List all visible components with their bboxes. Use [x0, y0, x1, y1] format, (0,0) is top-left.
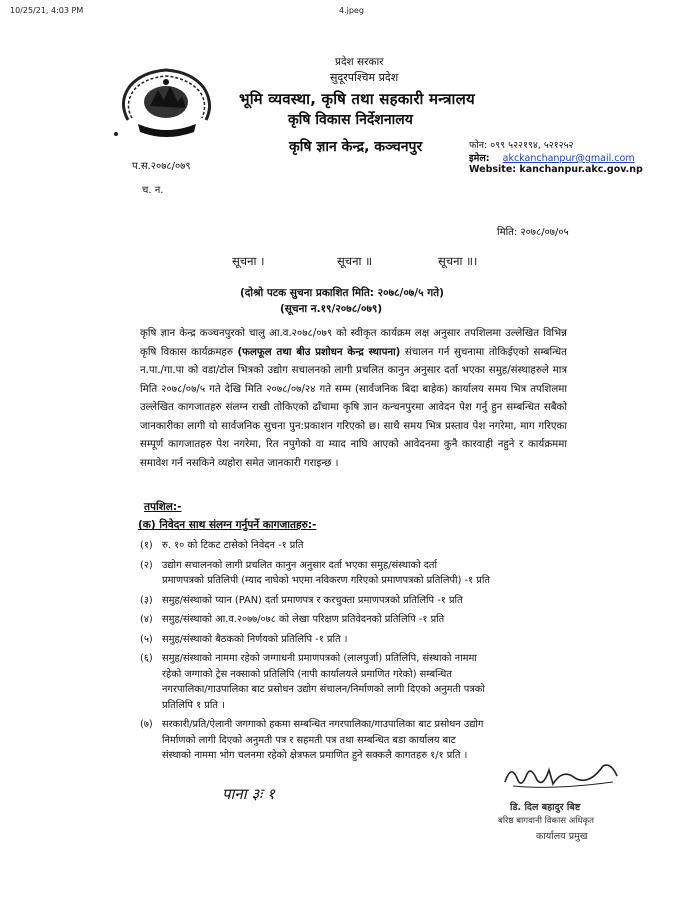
phone-label: फोन: [469, 140, 488, 151]
notice-body [140, 325, 567, 473]
body-program-name: (फलफूल तथा बीउ प्रशोधन केन्द्र स्थापना) [237, 346, 401, 358]
issue-date: मिति: २०७८/०७/०५ [497, 227, 569, 238]
list-item: (१) रु. १० को टिकट टासेको निवेदन -१ प्रति [140, 540, 304, 551]
list-item: (५) समुह/संस्थाको बैठकको निर्णयको प्रतिलिपि -१ प्रति । [140, 633, 348, 645]
republish-subtitle: (दोश्रो पटक सुचना प्रकाशित मिति: २०७८/०७/५ गते) [240, 287, 444, 299]
email-link[interactable]: akckanchanpur@gmail.com [502, 153, 635, 164]
signatory-role: कार्यालय प्रमुख [536, 831, 588, 842]
website-text: Website: kanchanpur.akc.gov.np [469, 164, 643, 175]
print-filename: 4.jpeg [339, 6, 364, 15]
email-label: इमेल: [469, 153, 490, 164]
documents-heading: (क) निवेदन साथ संलग्न गर्नुपर्ने कागजातहरु:- [138, 519, 317, 531]
ministry-name: भूमि व्यवस्था, कृषि तथा सहकारी मन्त्रालय [239, 90, 475, 108]
notice-number-subtitle: (सूचना न.१९/२०७८/०७९) [280, 303, 383, 315]
directorate-name: कृषि विकास निर्देशनालय [288, 112, 413, 128]
nepal-emblem-icon [108, 62, 226, 142]
dispatch-number: च. न. [142, 185, 164, 196]
list-item: (६) समुह/संस्थाको नाममा रहेको जग्गाधनी प्रमाणपत्रको (लालपुर्जा) प्रतिलिपि, संस्थाको नाममा रहेको जग्गाको ट्रेस नक्साको प्रतिलिपि (नापी कार्यालयले प्रमाणित गरेको) सम्बन्धित नगरपालिका/गाउपालिका बाट प्रसोधन उद्योग संचालन/निर्माणको लागी दिएको अनुमती पत्रको प्रतिलिपि १ प्रति । [140, 653, 485, 711]
notice-label-2: सूचना ॥ [337, 254, 372, 268]
handwritten-page-number: पाना ३ः १ [222, 785, 275, 803]
province-line: सुदूरपश्चिम प्रदेश [330, 71, 399, 84]
documents-list [140, 538, 600, 764]
list-item: (३) समुह/संस्थाको प्यान (PAN) दर्ता प्रमाणपत्र र करचुक्ता प्रमाणपत्रको प्रतिलिपि -१ प्रति [140, 594, 463, 606]
print-datetime: 10/25/21, 4:03 PM [10, 6, 84, 15]
ref-number: प.स.२०७८/०७९ [132, 161, 191, 172]
list-item: (४) समुह/संस्थाको आ.व.२०७७/०७८ को लेखा परिक्षण प्रतिवेदनको प्रतिलिपि -१ प्रति [140, 614, 445, 625]
govt-line: प्रदेश सरकार [335, 56, 384, 68]
body-part-1: कृषि ज्ञान केन्द्र कञ्चनपुरको चालु आ.व.२०७८/०७९ को स्वीकृत कार्यक्रम लक्ष अनुसार तपशिलमा उल्लेखित विभिन्न कृषि विकास कार्यक्रमहरु [140, 328, 567, 358]
notice-label-1: सूचना । [232, 254, 265, 268]
body-part-2: संचालन गर्न सुचनामा तोकिईएको सम्बन्धित न.पा./गा.पा को वडा/टोल भित्रको उद्योग सचालनको लागी प्रचलित कानुन अनुसार दर्ता भएका समुह/संस्थाहरुले मात्र मिति २०७८/०७/५ गते देखि मिति २०७८/०७/२४ गते सम्म (सार्वजनिक बिदा बाहेक) कार्यालय समय भित्र तपशिलमा उल्लेखित कागजातहरु संलग्न राखी तोकिएको ढाँचामा कृषि ज्ञान कन्चनपुरमा आवेदन पेश गर्नु हुन सम्बन्धित सबैको जानकारीका लागी यो सार्वजनिक सुचना पुन:प्रकाशन गरिएको छ। साथै समय भित्र प्रस्ताव पेश नगरेमा, माग गरिएका सम्पूर्ण कागजातहरु पेश नगरेमा, रित नपुगेको वा म्याद नाघि आएको आवेदनमा कुनै कारवाही नहुने र कार्यक्रममा समावेश गर्न नसकिने व्यहोरा समेत जानकारी गराइन्छ । [140, 346, 567, 469]
tapashil-heading: तपशिल:- [144, 501, 182, 513]
list-item: (७) सरकारी/प्रति/ऐलानी जगगाको हकमा सम्बन्धित नगरपालिका/गाउपालिका बाट प्रसोधन उद्योग निर्माणको लागी दिएको अनुमती पत्र र सहमती पत्र तथा सम्बन्धित बडा कार्यालय बाट संस्थाको नाममा भोग चलनमा रहेको क्षेत्रफल प्रमाणित हुने सक्कलै कागतहरु १/१ प्रति । [140, 719, 484, 761]
office-name: कृषि ज्ञान केन्द्र, कञ्चनपुर [289, 139, 423, 155]
email-row [469, 151, 635, 164]
signatory-title: बरिष्ठ बागवानी विकास अधिकृत [498, 816, 595, 826]
signatory-name: डि. दिल बहादुर बिष्ट [510, 802, 581, 813]
notice-label-3: सूचना ॥। [438, 254, 478, 268]
phone-value: ०९९ ५२२१९४, ५२१२५२ [490, 140, 574, 151]
phone-row [469, 138, 573, 151]
list-item: (२) उद्योग सचालनको लागी प्रचलित कानुन अनुसार दर्ता भएका समुह/संस्थाको दर्ता प्रमाणपत्रको प्रतिलिपी (म्याद नाघेको भएमा नविकरण गरिएको प्रमाणपत्रको प्रतिलिपी) -१ प्रति [140, 559, 490, 586]
